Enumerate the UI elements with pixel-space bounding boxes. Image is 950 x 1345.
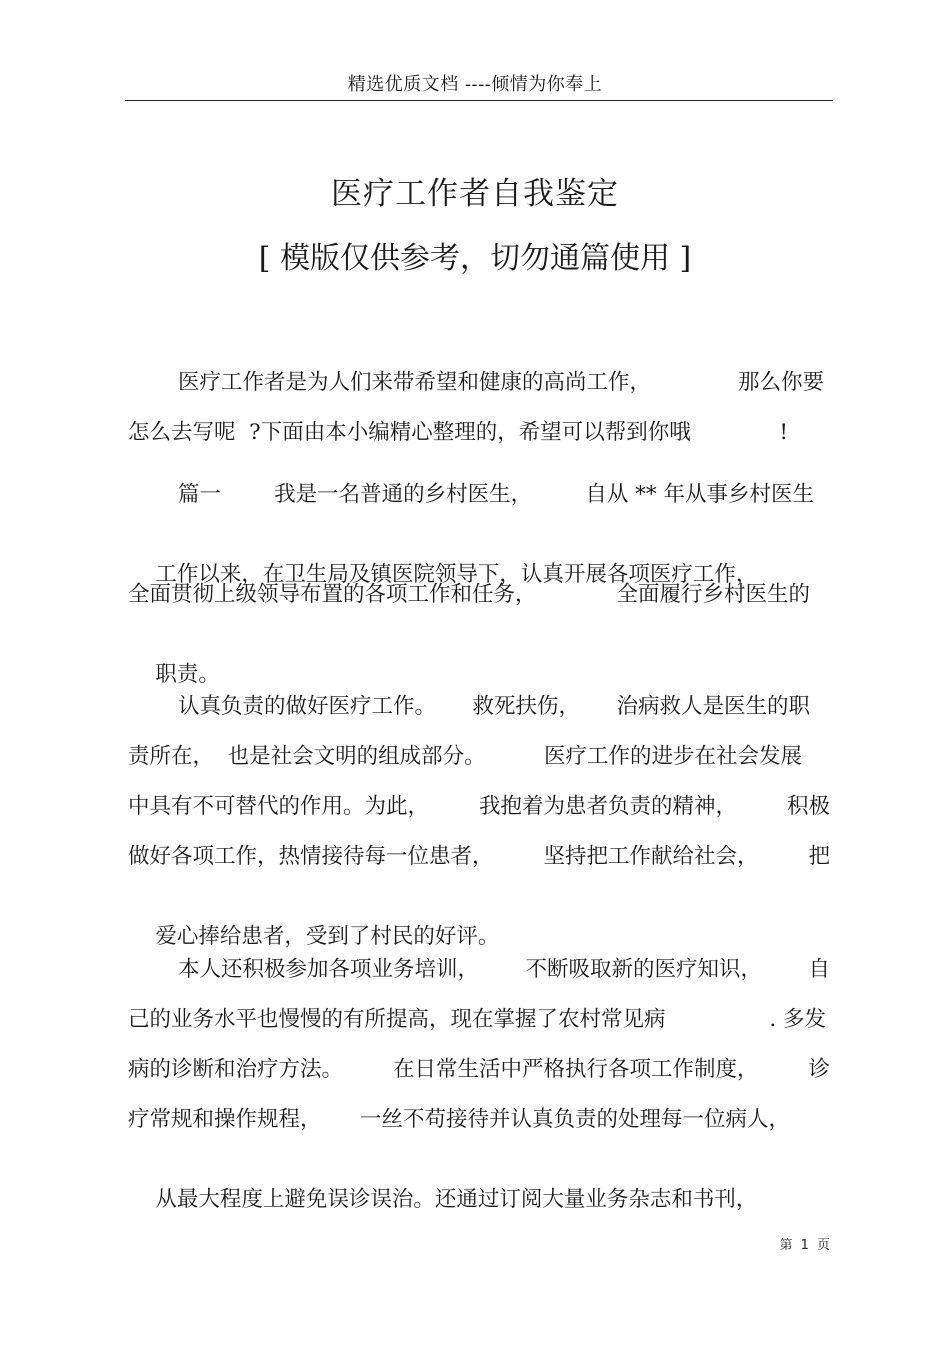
document-title: 医疗工作者自我鉴定 bbox=[331, 176, 619, 212]
text-segment: 责所在， 也是社会文明的组成部分。 bbox=[128, 744, 486, 769]
header-divider bbox=[125, 100, 833, 101]
text-segment: 从最大程度上避免误诊误治。还通过订阅大量业务杂志和书刊， bbox=[155, 1187, 758, 1212]
text-segment: 爱心捧给患者，受到了村民的好评。 bbox=[155, 924, 500, 949]
text-line bbox=[128, 1155, 758, 1212]
text-segment: 全面贯彻上级领导布置的各项工作和任务， bbox=[128, 582, 537, 607]
text-segment: 病的诊断和治疗方法。 bbox=[128, 1057, 344, 1082]
document-subtitle: [ 模版仅供参考，切勿通篇使用 ] bbox=[258, 241, 692, 276]
text-segment: 治病救人是医生的职 bbox=[616, 694, 810, 719]
text-segment: 我抱着为患者负责的精神， bbox=[478, 794, 737, 819]
text-segment: 怎么去写呢 ?下面由本小编精心整理的，希望可以帮到你哦 bbox=[128, 420, 691, 445]
text-segment: 诊 bbox=[808, 1057, 830, 1082]
text-line bbox=[178, 692, 810, 722]
text-segment: 中具有不可替代的作用。为此， bbox=[128, 794, 430, 819]
text-segment: 医疗工作者是为人们来带希望和健康的高尚工作， bbox=[178, 370, 652, 395]
text-line bbox=[128, 792, 830, 822]
text-segment: . 多发 bbox=[769, 1007, 826, 1032]
text-segment: 那么你要 bbox=[737, 370, 824, 395]
text-line bbox=[178, 955, 830, 985]
text-line bbox=[128, 530, 758, 587]
text-segment: 全面履行乡村医生的 bbox=[616, 582, 810, 607]
text-line bbox=[128, 580, 810, 610]
text-segment: 己的业务水平也慢慢的有所提高，现在掌握了农村常见病 bbox=[128, 1007, 666, 1032]
text-segment: 自从 ** 年从事乡村医生 bbox=[585, 482, 814, 507]
text-line bbox=[128, 1005, 826, 1035]
page-header-text: 精选优质文档 ----倾情为你奉上 bbox=[347, 74, 603, 95]
text-segment: 不断吸取新的医疗知识， bbox=[525, 957, 762, 982]
text-segment: 工作以来，在卫生局及镇医院领导下，认真开展各项医疗工作， bbox=[155, 562, 758, 587]
text-segment: 本人还积极参加各项业务培训， bbox=[178, 957, 480, 982]
text-line bbox=[178, 368, 824, 398]
text-segment: 我是一名普通的乡村医生， bbox=[274, 482, 533, 507]
text-segment: 把 bbox=[808, 844, 830, 869]
text-line bbox=[128, 892, 500, 949]
text-segment: 职责。 bbox=[155, 662, 220, 687]
text-line bbox=[128, 630, 220, 687]
page-number: 第 1 页 bbox=[779, 1238, 830, 1253]
text-line bbox=[128, 1055, 830, 1085]
text-line bbox=[128, 742, 802, 772]
text-segment: 认真负责的做好医疗工作。 bbox=[178, 694, 437, 719]
text-line bbox=[128, 1105, 790, 1135]
text-line bbox=[128, 418, 788, 448]
text-segment: 一丝不苟接待并认真负责的处理每一位病人， bbox=[359, 1107, 790, 1132]
text-segment: 救死扶伤， bbox=[472, 694, 580, 719]
text-segment: 疗常规和操作规程， bbox=[128, 1107, 322, 1132]
text-segment: ! bbox=[779, 420, 788, 445]
text-line bbox=[178, 480, 814, 510]
text-segment: 坚持把工作献给社会， bbox=[543, 844, 759, 869]
text-segment: 做好各项工作，热情接待每一位患者， bbox=[128, 844, 494, 869]
text-segment: 篇一 bbox=[178, 482, 222, 507]
text-line bbox=[128, 842, 830, 872]
text-segment: 医疗工作的进步在社会发展 bbox=[543, 744, 802, 769]
text-segment: 积极 bbox=[786, 794, 830, 819]
text-segment: 自 bbox=[808, 957, 830, 982]
text-segment: 在日常生活中严格执行各项工作制度， bbox=[392, 1057, 759, 1082]
